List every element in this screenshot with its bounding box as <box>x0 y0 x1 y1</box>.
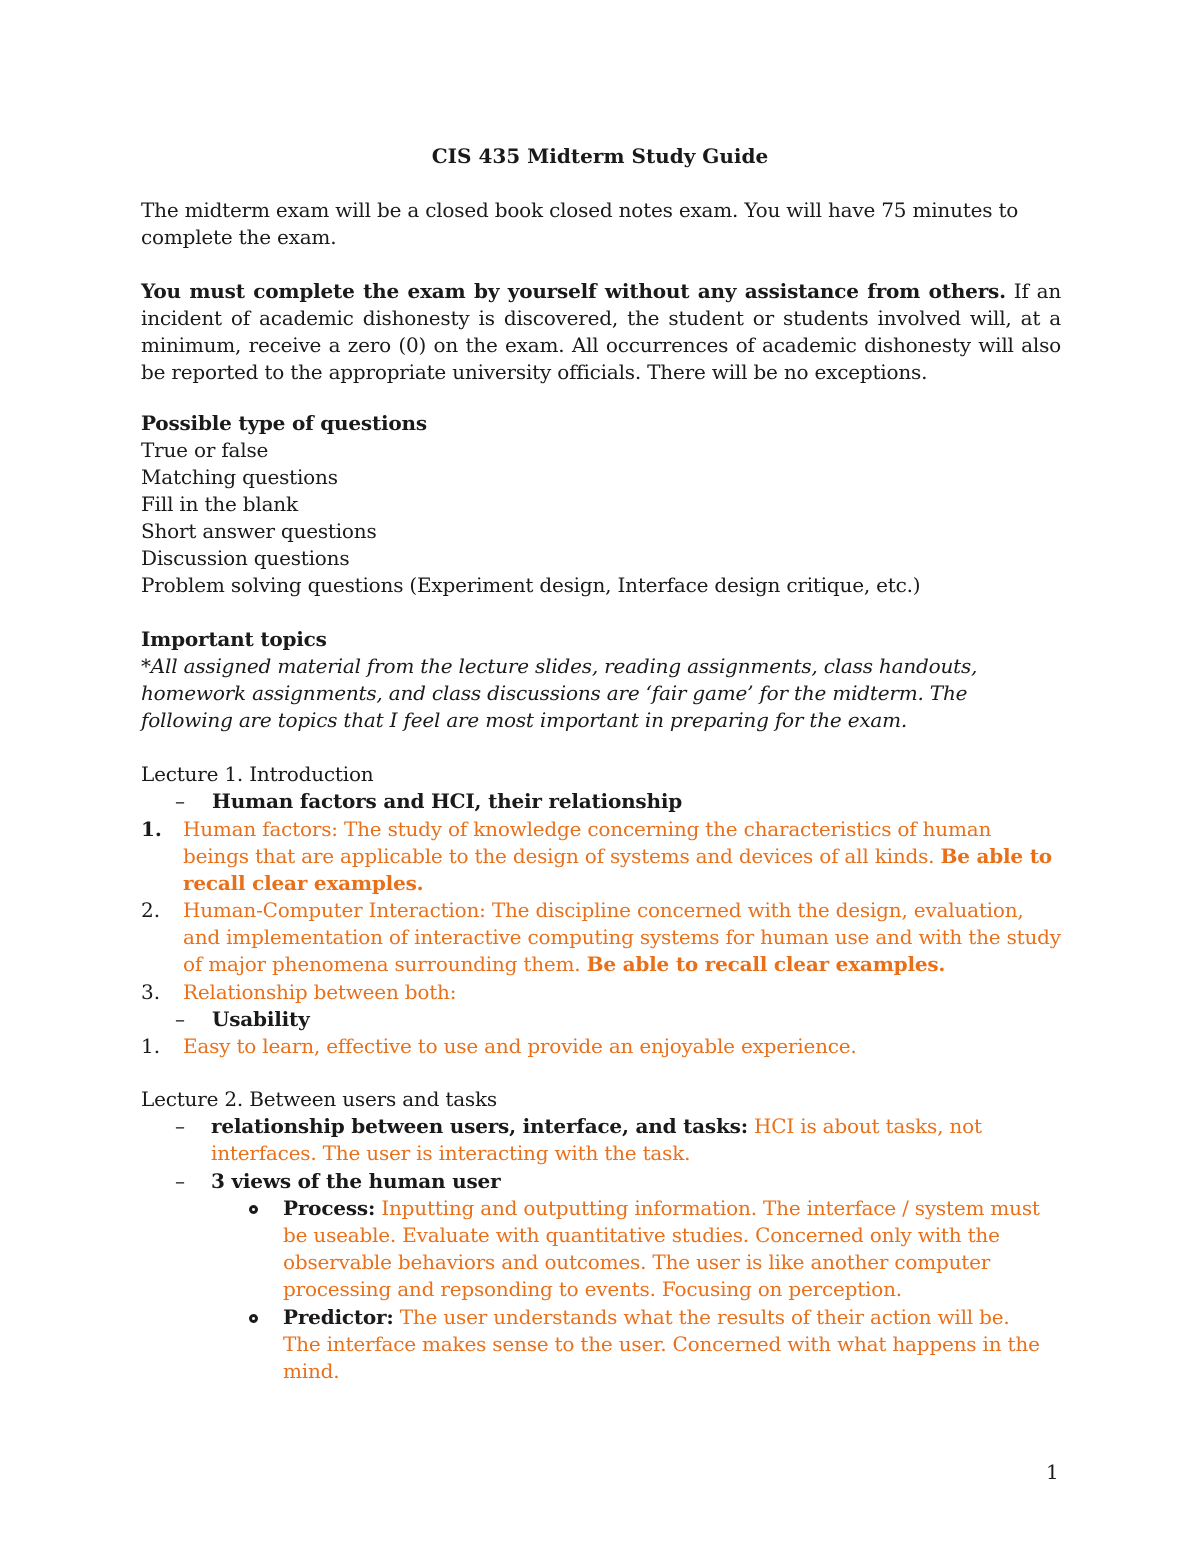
question-type-item: Fill in the blank <box>141 492 298 516</box>
lecture1-subtopic-usability: Usability <box>212 1007 310 1031</box>
integrity-bold: You must complete the exam by yourself without any assistance from others. <box>141 279 1006 303</box>
relationship-text: HCI is about tasks, not interfaces. The user is interacting with the task. <box>211 1114 982 1165</box>
important-topics-note: *All assigned material from the lecture slides, reading assignments, class handouts, homework assignments, and class discussions are ‘fair game’ for the midterm. The following are topics that I feel are most important in preparing for the exam. <box>141 654 978 732</box>
intro-paragraph: The midterm exam will be a closed book closed notes exam. You will have 75 minutes to complete the exam. <box>141 198 1019 249</box>
lecture2-subtopic-views: 3 views of the human user <box>211 1169 501 1193</box>
hci-definition <box>183 897 1063 978</box>
predictor-label: Predictor: <box>283 1305 394 1329</box>
list-number: 1. <box>141 817 162 841</box>
human-factors-definition <box>183 816 1058 897</box>
lecture1-subtopic-human-factors-hci: Human factors and HCI, their relationship <box>212 789 683 813</box>
dash-bullet: – <box>175 1007 185 1031</box>
question-type-item: Matching questions <box>141 465 338 489</box>
predictor-text: The user understands what the results of their action will be. The interface makes sense to the user. Concerned with what happens in the mind. <box>283 1305 1040 1383</box>
circle-bullet-icon <box>249 1205 258 1214</box>
dash-bullet: – <box>175 1114 185 1138</box>
question-type-item: Discussion questions <box>141 546 350 570</box>
list-number: 3. <box>141 980 161 1004</box>
list-number: 1. <box>141 1034 161 1058</box>
list-number: 2. <box>141 898 161 922</box>
view-process <box>283 1195 1048 1303</box>
page-number: 1 <box>1046 1460 1059 1484</box>
process-text: Inputting and outputting information. The interface / system must be useable. Evaluate with quantitative studies. Concerned only with the observable behaviors and outcomes. The user is like another computer processing and repsonding to events. Focusing on perception. <box>283 1196 1040 1301</box>
human-factors-note: Be able to recall clear examples. <box>183 844 1052 895</box>
lecture1-title: Lecture 1. Introduction <box>141 762 374 786</box>
dash-bullet: – <box>175 1169 185 1193</box>
lecture2-subtopic-relationship <box>211 1113 1051 1167</box>
question-types-heading: Possible type of questions <box>141 411 427 435</box>
hci-text: Human-Computer Interaction: The discipline concerned with the design, evaluation, and implementation of interactive computing systems for human use and with the study of major phenomena surrounding them. <box>183 898 1061 976</box>
hci-note: Be able to recall clear examples. <box>586 952 946 976</box>
question-type-item: True or false <box>141 438 269 462</box>
usability-definition: Easy to learn, effective to use and provide an enjoyable experience. <box>183 1034 857 1058</box>
integrity-text: If an incident of academic dishonesty is discovered, the student or students involved will, at a minimum, receive a zero (0) on the exam. All occurrences of academic dishonesty will also be reported to the appropriate university officials. There will be no exceptions. <box>141 279 1061 384</box>
relationship-item: Relationship between both: <box>183 980 457 1004</box>
integrity-paragraph <box>141 278 1061 386</box>
human-factors-text: Human factors: The study of knowledge concerning the characteristics of human beings that are applicable to the design of systems and devices of all kinds. <box>183 817 992 868</box>
page-title: CIS 435 Midterm Study Guide <box>431 144 769 168</box>
view-predictor <box>283 1304 1048 1385</box>
important-topics-heading: Important topics <box>141 627 327 651</box>
relationship-label: relationship between users, interface, and tasks: <box>211 1114 748 1138</box>
lecture2-title: Lecture 2. Between users and tasks <box>141 1087 497 1111</box>
process-label: Process: <box>283 1196 376 1220</box>
question-type-item: Problem solving questions (Experiment design, Interface design critique, etc.) <box>141 573 921 597</box>
dash-bullet: – <box>175 789 185 813</box>
question-type-item: Short answer questions <box>141 519 377 543</box>
circle-bullet-icon <box>249 1314 258 1323</box>
